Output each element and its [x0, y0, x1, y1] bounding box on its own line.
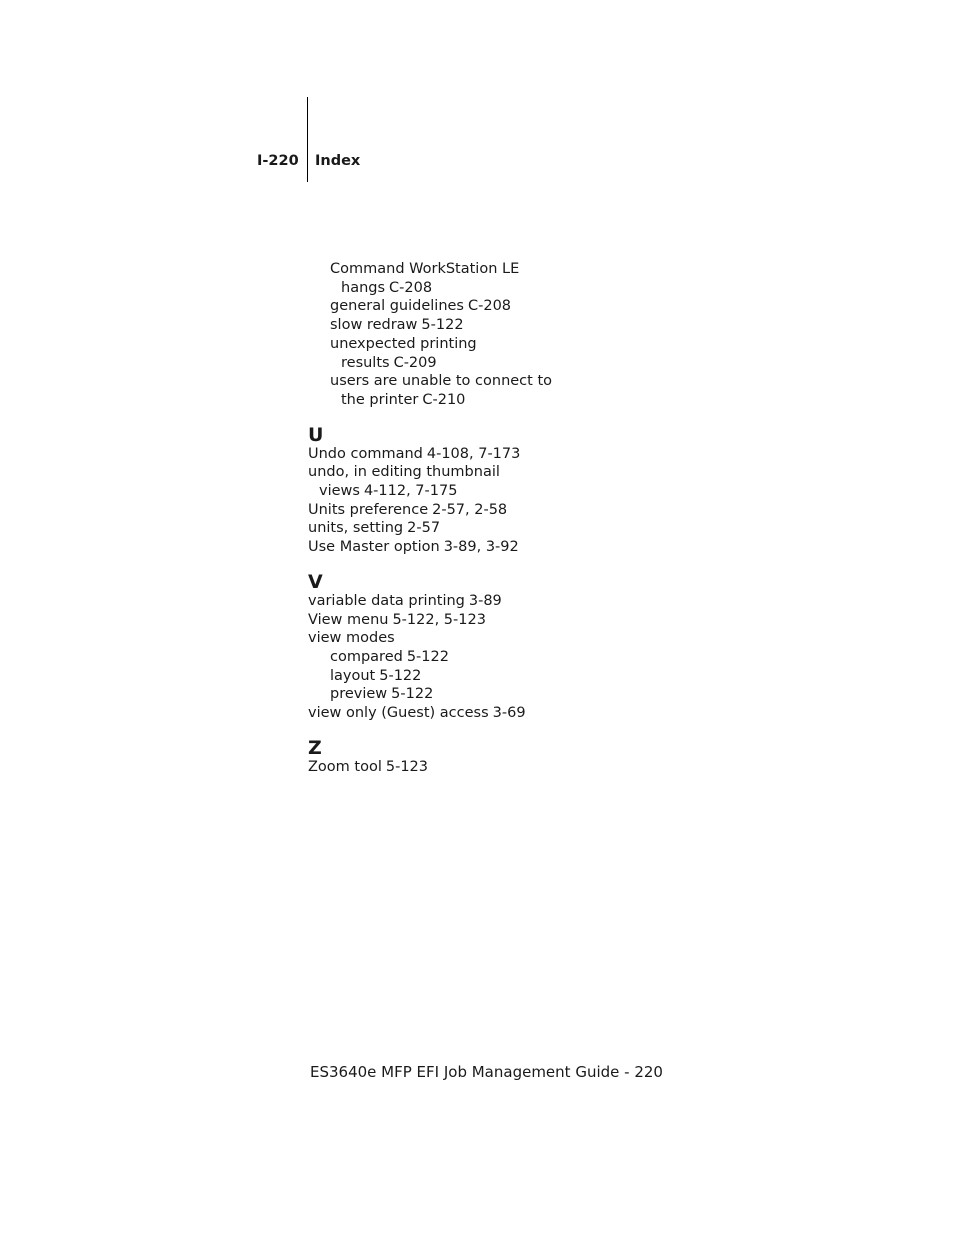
entry-text: view modes: [308, 630, 395, 647]
entry-locator: 3-69: [492, 705, 526, 722]
entry-locator: 4-108, 7-173: [426, 445, 521, 462]
index-subentry: [308, 335, 728, 354]
entry-locator: 3-89, 3-92: [443, 539, 519, 556]
index-entry: [308, 519, 728, 538]
entry-locator: 5-122: [406, 648, 449, 665]
entry-text: variable data printing: [308, 592, 465, 609]
section-letter-z: Z: [308, 736, 322, 759]
index-entry: [308, 704, 728, 723]
entry-text: undo, in editing thumbnail: [308, 464, 500, 481]
header-page-number: I-220: [257, 153, 299, 169]
index-subentry: [308, 260, 728, 279]
index-subentry: [308, 667, 728, 686]
index-subentry: [308, 297, 728, 316]
index-entry: [308, 629, 728, 648]
index-subentry: [308, 372, 728, 391]
entry-text: Command WorkStation LE: [330, 261, 520, 277]
entry-text: users are unable to connect to: [330, 373, 553, 390]
index-entry: [308, 463, 728, 482]
entry-locator: 2-57, 2-58: [432, 501, 508, 518]
index-entry: [308, 445, 728, 464]
entry-locator: 5-122, 5-123: [392, 611, 486, 628]
page-footer: ES3640e MFP EFI Job Management Guide - 220: [310, 1063, 663, 1081]
entry-locator: 5-122: [421, 317, 464, 334]
entry-text: unexpected printing: [330, 335, 477, 352]
index-subentry: [308, 685, 728, 704]
entry-text: Undo command: [308, 445, 423, 462]
entry-text: layout: [330, 667, 376, 684]
entry-text: slow redraw: [330, 317, 418, 334]
header-section-title: Index: [315, 153, 361, 169]
entry-locator: 3-89: [468, 592, 502, 609]
index-entry: [308, 501, 728, 520]
entry-text: views: [319, 483, 360, 500]
entry-locator: 4-112, 7-175: [363, 483, 458, 500]
entry-text: preview: [330, 686, 388, 703]
entry-locator: 5-122: [391, 686, 434, 703]
entry-text: hangs: [341, 279, 386, 296]
entry-text: results: [341, 354, 390, 371]
entry-text: general guidelines: [330, 298, 464, 315]
entry-locator: C-209: [393, 354, 437, 371]
header-divider: [307, 97, 308, 182]
entry-text: View menu: [308, 611, 389, 628]
index-subentry-continuation: [308, 354, 728, 373]
index-entry: [308, 758, 728, 777]
index-subentry-continuation: [308, 391, 728, 410]
index-entry: [308, 592, 728, 611]
entry-text: units, setting: [308, 520, 404, 537]
entry-locator: 2-57: [407, 520, 441, 537]
index-entry-continuation: [308, 482, 728, 501]
entry-text: compared: [330, 648, 403, 665]
entry-locator: 5-122: [379, 667, 422, 684]
entry-text: Units preference: [308, 501, 429, 518]
entry-text: Use Master option: [308, 539, 440, 556]
entry-locator: C-208: [389, 279, 433, 296]
entry-text: view only (Guest) access: [308, 705, 489, 722]
index-subentry: [308, 316, 728, 335]
index-entry: [308, 611, 728, 630]
entry-text: the printer: [341, 391, 419, 408]
index-subentry-continuation: [308, 279, 728, 298]
section-letter-u: U: [308, 423, 324, 446]
entry-locator: C-210: [422, 391, 466, 408]
section-letter-v: V: [308, 570, 323, 593]
entry-locator: 5-123: [385, 758, 429, 775]
index-body: [308, 260, 728, 776]
entry-locator: C-208: [468, 298, 512, 315]
index-entry: [308, 538, 728, 557]
index-subentry: [308, 648, 728, 667]
entry-text: Zoom tool: [308, 758, 382, 775]
